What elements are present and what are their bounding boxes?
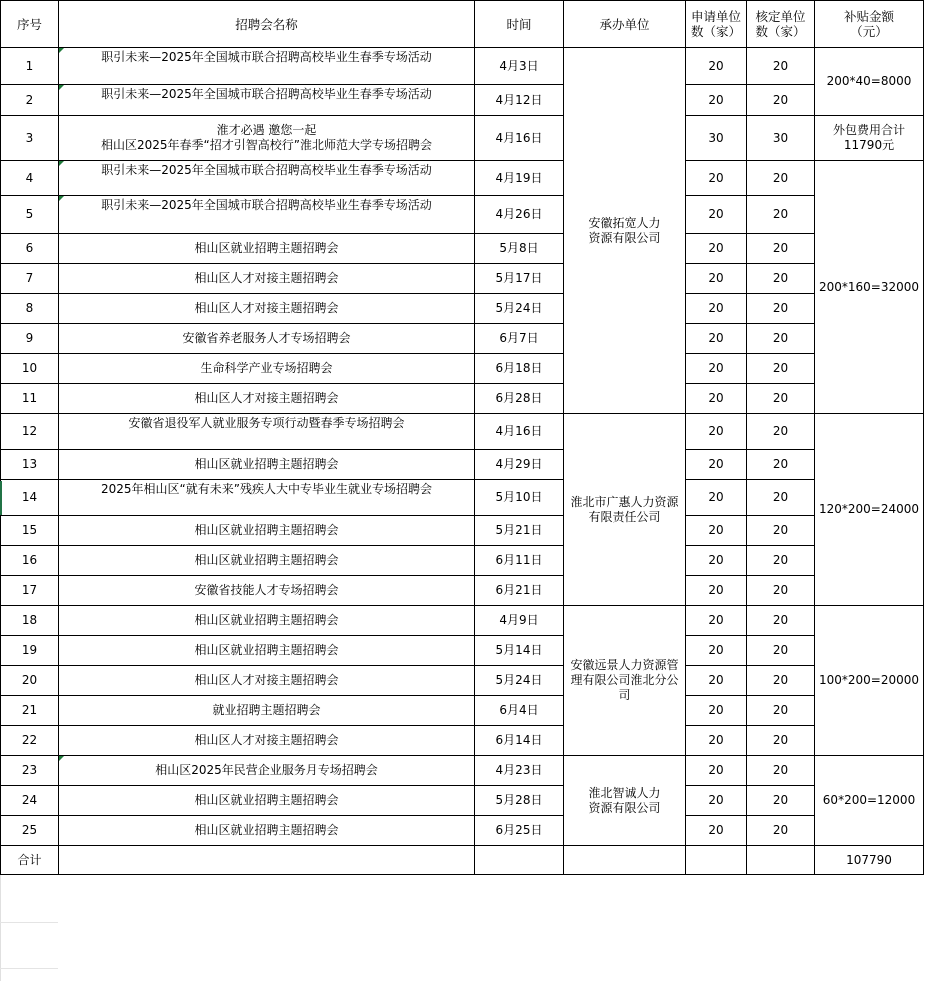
col-header-org[interactable]: 承办单位 [564, 1, 686, 48]
table-row [1, 636, 924, 666]
cell-applied[interactable]: 20 [686, 516, 747, 546]
cell-date[interactable]: 4月16日 [475, 116, 564, 161]
cell-seq[interactable]: 13 [1, 450, 59, 480]
cell-approved[interactable]: 20 [747, 816, 815, 846]
col-header-time[interactable]: 时间 [475, 1, 564, 48]
cell-subsidy[interactable]: 60*200=12000 [815, 756, 924, 846]
table-row [1, 450, 924, 480]
cell-date[interactable]: 5月10日 [475, 480, 564, 516]
table-row [1, 666, 924, 696]
cell-seq[interactable]: 11 [1, 384, 59, 414]
cell-date[interactable]: 4月26日 [475, 196, 564, 234]
cell-applied[interactable]: 30 [686, 116, 747, 161]
cell-subsidy[interactable]: 200*160=32000 [815, 161, 924, 414]
cell-approved[interactable]: 20 [747, 85, 815, 116]
cell-name[interactable]: 2025年相山区“就有未来”残疾人大中专毕业生就业专场招聘会 [59, 480, 475, 516]
grid-line [0, 968, 58, 969]
cell-date[interactable]: 4月23日 [475, 756, 564, 786]
cell-name[interactable]: 职引未来—2025年全国城市联合招聘高校毕业生春季专场活动 [59, 161, 475, 196]
cell-seq[interactable]: 14 [1, 480, 59, 516]
cell-applied[interactable]: 20 [686, 450, 747, 480]
cell-applied[interactable]: 20 [686, 354, 747, 384]
cell-applied[interactable]: 20 [686, 196, 747, 234]
table-row [1, 354, 924, 384]
table-row [1, 196, 924, 234]
cell-applied[interactable]: 20 [686, 414, 747, 450]
cell-date[interactable]: 4月12日 [475, 85, 564, 116]
row-selection-marker [0, 481, 2, 515]
grid-line [0, 875, 1, 981]
cell-approved[interactable]: 20 [747, 264, 815, 294]
table-row [1, 116, 924, 161]
total-label[interactable]: 合计 [1, 846, 59, 875]
cell-date[interactable]: 6月25日 [475, 816, 564, 846]
cell-approved[interactable]: 20 [747, 786, 815, 816]
cell-date[interactable]: 5月17日 [475, 264, 564, 294]
cell-name[interactable]: 就业招聘主题招聘会 [59, 696, 475, 726]
cell-applied[interactable]: 20 [686, 546, 747, 576]
cell-approved[interactable]: 20 [747, 196, 815, 234]
table-row [1, 414, 924, 450]
table-row [1, 324, 924, 354]
cell-applied[interactable]: 20 [686, 816, 747, 846]
cell-empty[interactable] [564, 846, 686, 875]
cell-approved[interactable]: 20 [747, 354, 815, 384]
cell-applied[interactable]: 20 [686, 480, 747, 516]
cell-seq[interactable]: 23 [1, 756, 59, 786]
cell-approved[interactable]: 20 [747, 294, 815, 324]
cell-seq[interactable]: 25 [1, 816, 59, 846]
cell-applied[interactable]: 20 [686, 606, 747, 636]
cell-applied[interactable]: 20 [686, 756, 747, 786]
cell-applied[interactable]: 20 [686, 234, 747, 264]
cell-approved[interactable]: 20 [747, 234, 815, 264]
cell-name[interactable]: 相山区就业招聘主题招聘会 [59, 546, 475, 576]
cell-date[interactable]: 5月24日 [475, 294, 564, 324]
cell-seq[interactable]: 16 [1, 546, 59, 576]
cell-seq[interactable]: 9 [1, 324, 59, 354]
cell-seq[interactable]: 12 [1, 414, 59, 450]
cell-seq[interactable]: 24 [1, 786, 59, 816]
cell-name[interactable]: 相山区就业招聘主题招聘会 [59, 816, 475, 846]
cell-name[interactable]: 相山区就业招聘主题招聘会 [59, 786, 475, 816]
cell-seq[interactable]: 15 [1, 516, 59, 546]
cell-org[interactable]: 淮北智诚人力 资源有限公司 [564, 756, 686, 846]
cell-name[interactable]: 相山区人才对接主题招聘会 [59, 384, 475, 414]
table-row [1, 546, 924, 576]
cell-seq[interactable]: 6 [1, 234, 59, 264]
col-header-applied[interactable]: 申请单位 数（家） [686, 1, 747, 48]
cell-date[interactable]: 6月28日 [475, 384, 564, 414]
cell-seq[interactable]: 7 [1, 264, 59, 294]
cell-name[interactable]: 相山区2025年民营企业服务月专场招聘会 [59, 756, 475, 786]
table-row [1, 606, 924, 636]
cell-date[interactable]: 4月29日 [475, 450, 564, 480]
table-row [1, 48, 924, 85]
cell-name[interactable]: 相山区人才对接主题招聘会 [59, 726, 475, 756]
cell-seq[interactable]: 19 [1, 636, 59, 666]
cell-applied[interactable]: 20 [686, 324, 747, 354]
cell-date[interactable]: 5月28日 [475, 786, 564, 816]
cell-name[interactable]: 相山区人才对接主题招聘会 [59, 666, 475, 696]
cell-org[interactable]: 淮北市广惠人力资源 有限责任公司 [564, 414, 686, 606]
cell-name[interactable]: 职引未来—2025年全国城市联合招聘高校毕业生春季专场活动 [59, 196, 475, 234]
cell-approved[interactable]: 20 [747, 726, 815, 756]
cell-applied[interactable]: 20 [686, 294, 747, 324]
cell-name[interactable]: 安徽省退役军人就业服务专项行动暨春季专场招聘会 [59, 414, 475, 450]
table-row [1, 816, 924, 846]
col-header-subsidy[interactable]: 补贴金额 （元） [815, 1, 924, 48]
cell-seq[interactable]: 3 [1, 116, 59, 161]
cell-applied[interactable]: 20 [686, 636, 747, 666]
cell-date[interactable]: 6月18日 [475, 354, 564, 384]
cell-approved[interactable]: 20 [747, 696, 815, 726]
table-row [1, 480, 924, 516]
cell-applied[interactable]: 20 [686, 786, 747, 816]
table-row [1, 576, 924, 606]
cell-name[interactable]: 职引未来—2025年全国城市联合招聘高校毕业生春季专场活动 [59, 85, 475, 116]
cell-applied[interactable]: 20 [686, 264, 747, 294]
cell-seq[interactable]: 4 [1, 161, 59, 196]
cell-applied[interactable]: 20 [686, 696, 747, 726]
cell-approved[interactable]: 20 [747, 756, 815, 786]
table-row [1, 726, 924, 756]
cell-date[interactable]: 4月3日 [475, 48, 564, 85]
cell-name[interactable]: 相山区就业招聘主题招聘会 [59, 234, 475, 264]
cell-approved[interactable]: 30 [747, 116, 815, 161]
col-header-seq[interactable]: 序号 [1, 1, 59, 48]
cell-seq[interactable]: 20 [1, 666, 59, 696]
cell-applied[interactable]: 20 [686, 161, 747, 196]
col-header-approved[interactable]: 核定单位 数（家） [747, 1, 815, 48]
cell-date[interactable]: 5月8日 [475, 234, 564, 264]
cell-empty[interactable] [475, 846, 564, 875]
cell-approved[interactable]: 20 [747, 450, 815, 480]
cell-approved[interactable]: 20 [747, 384, 815, 414]
table-row [1, 161, 924, 196]
cell-subsidy[interactable]: 外包费用合计 11790元 [815, 116, 924, 161]
cell-org[interactable]: 安徽拓宽人力 资源有限公司 [564, 48, 686, 414]
cell-date[interactable]: 6月14日 [475, 726, 564, 756]
cell-approved[interactable]: 20 [747, 161, 815, 196]
cell-seq[interactable]: 2 [1, 85, 59, 116]
cell-date[interactable]: 6月11日 [475, 546, 564, 576]
cell-seq[interactable]: 21 [1, 696, 59, 726]
cell-approved[interactable]: 20 [747, 636, 815, 666]
cell-seq[interactable]: 5 [1, 196, 59, 234]
table-row [1, 786, 924, 816]
total-value[interactable]: 107790 [815, 846, 924, 875]
table-row [1, 516, 924, 546]
cell-date[interactable]: 6月4日 [475, 696, 564, 726]
cell-approved[interactable]: 20 [747, 516, 815, 546]
cell-empty[interactable] [747, 846, 815, 875]
cell-org[interactable]: 安徽远景人力资源管 理有限公司淮北分公 司 [564, 606, 686, 756]
cell-applied[interactable]: 20 [686, 48, 747, 85]
cell-seq[interactable]: 17 [1, 576, 59, 606]
cell-seq[interactable]: 1 [1, 48, 59, 85]
table-row [1, 756, 924, 786]
cell-date[interactable]: 4月19日 [475, 161, 564, 196]
table-row [1, 234, 924, 264]
table-row [1, 294, 924, 324]
header-row [1, 1, 924, 48]
cell-date[interactable]: 6月7日 [475, 324, 564, 354]
cell-seq[interactable]: 8 [1, 294, 59, 324]
cell-name[interactable]: 职引未来—2025年全国城市联合招聘高校毕业生春季专场活动 [59, 48, 475, 85]
cell-subsidy[interactable]: 100*200=20000 [815, 606, 924, 756]
cell-applied[interactable]: 20 [686, 666, 747, 696]
table-row [1, 264, 924, 294]
cell-approved[interactable]: 20 [747, 414, 815, 450]
table-row [1, 85, 924, 116]
total-row [1, 846, 924, 875]
cell-applied[interactable]: 20 [686, 576, 747, 606]
cell-seq[interactable]: 22 [1, 726, 59, 756]
table-row [1, 696, 924, 726]
cell-empty[interactable] [686, 846, 747, 875]
grid-line [0, 922, 58, 923]
cell-date[interactable]: 4月9日 [475, 606, 564, 636]
col-header-name[interactable]: 招聘会名称 [59, 1, 475, 48]
cell-empty[interactable] [59, 846, 475, 875]
cell-name[interactable]: 相山区就业招聘主题招聘会 [59, 636, 475, 666]
cell-name[interactable]: 相山区就业招聘主题招聘会 [59, 516, 475, 546]
cell-approved[interactable]: 20 [747, 480, 815, 516]
cell-seq[interactable]: 18 [1, 606, 59, 636]
cell-seq[interactable]: 10 [1, 354, 59, 384]
cell-applied[interactable]: 20 [686, 726, 747, 756]
cell-date[interactable]: 6月21日 [475, 576, 564, 606]
cell-approved[interactable]: 20 [747, 666, 815, 696]
cell-date[interactable]: 5月14日 [475, 636, 564, 666]
cell-name[interactable]: 相山区人才对接主题招聘会 [59, 294, 475, 324]
cell-applied[interactable]: 20 [686, 384, 747, 414]
cell-subsidy[interactable]: 200*40=8000 [815, 48, 924, 116]
cell-approved[interactable]: 20 [747, 606, 815, 636]
cell-name[interactable]: 安徽省养老服务人才专场招聘会 [59, 324, 475, 354]
cell-date[interactable]: 5月21日 [475, 516, 564, 546]
cell-subsidy[interactable]: 120*200=24000 [815, 414, 924, 606]
cell-name[interactable]: 淮才必遇 邀您一起 相山区2025年春季“招才引智高校行”淮北师范大学专场招聘会 [59, 116, 475, 161]
cell-date[interactable]: 5月24日 [475, 666, 564, 696]
cell-approved[interactable]: 20 [747, 576, 815, 606]
cell-date[interactable]: 4月16日 [475, 414, 564, 450]
cell-approved[interactable]: 20 [747, 546, 815, 576]
table-row [1, 384, 924, 414]
cell-name[interactable]: 相山区就业招聘主题招聘会 [59, 450, 475, 480]
cell-approved[interactable]: 20 [747, 48, 815, 85]
cell-name[interactable]: 相山区人才对接主题招聘会 [59, 264, 475, 294]
cell-applied[interactable]: 20 [686, 85, 747, 116]
cell-name[interactable]: 安徽省技能人才专场招聘会 [59, 576, 475, 606]
cell-name[interactable]: 生命科学产业专场招聘会 [59, 354, 475, 384]
cell-name[interactable]: 相山区就业招聘主题招聘会 [59, 606, 475, 636]
cell-approved[interactable]: 20 [747, 324, 815, 354]
